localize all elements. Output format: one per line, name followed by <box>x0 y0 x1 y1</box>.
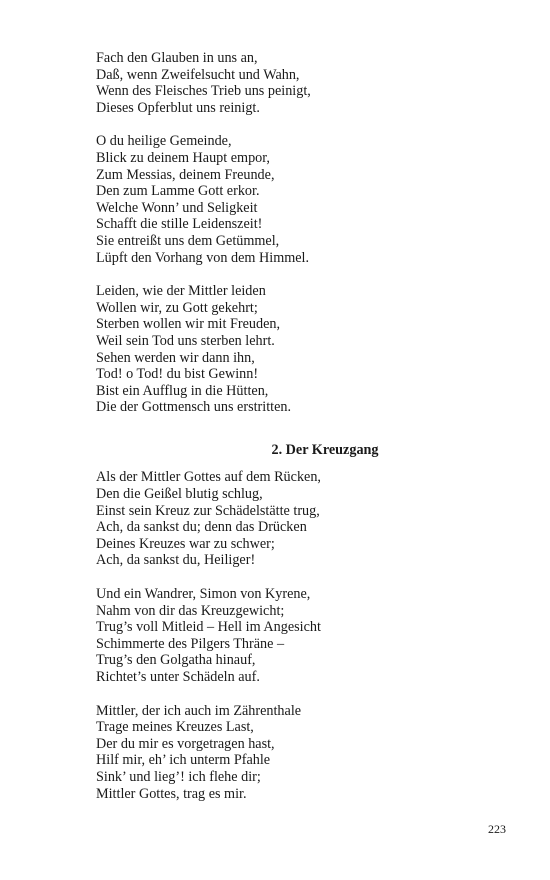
verse-line: Weil sein Tod uns sterben lehrt. <box>96 332 275 349</box>
verse-line: Tod! o Tod! du bist Gewinn! <box>96 366 259 383</box>
verse-line: Hilf mir, eh’ ich unterm Pfahle <box>96 752 271 769</box>
stanza <box>96 50 496 116</box>
verse-line: O du heilige Gemeinde, <box>96 133 232 150</box>
verse-line: Bist ein Aufflug in die Hütten, <box>96 382 269 399</box>
verse-line: Den zum Lamme Gott erkor. <box>96 183 260 200</box>
page-number: 223 <box>488 822 506 836</box>
verse-line: Trug’s den Golgatha hinauf, <box>96 652 256 669</box>
verse-line: Daß, wenn Zweifelsucht und Wahn, <box>96 66 300 83</box>
verse-line: Nahm von dir das Kreuzgewicht; <box>96 602 285 619</box>
verse-line: Trage meines Kreuzes Last, <box>96 719 254 736</box>
verse-line: Deines Kreuzes war zu schwer; <box>96 535 275 552</box>
verse-line: Welche Wonn’ und Seligkeit <box>96 199 258 216</box>
verse-line: Sink’ und lieg’! ich flehe dir; <box>96 768 261 785</box>
verse-line: Sehen werden wir dann ihn, <box>96 349 255 366</box>
verse-line: Fach den Glauben in uns an, <box>96 50 258 66</box>
verse-line: Schafft die stille Leidenszeit! <box>96 216 263 233</box>
section-poem-2 <box>96 469 496 802</box>
verse-line: Der du mir es vorgetragen hast, <box>96 735 275 752</box>
verse-line: Mittler, der ich auch im Zährenthale <box>96 702 302 719</box>
stanza <box>96 133 496 266</box>
verse-line: Trug’s voll Mitleid – Hell im Angesicht <box>96 619 321 636</box>
verse-line: Schimmerte des Pilgers Thräne – <box>96 635 285 652</box>
stanza <box>96 283 496 416</box>
verse-line: Ach, da sankst du; denn das Drücken <box>96 519 307 536</box>
verse-line: Lüpft den Vorhang von dem Himmel. <box>96 249 310 266</box>
verse-line: Mittler Gottes, trag es mir. <box>96 785 247 802</box>
verse-line: Dieses Opferblut uns reinigt. <box>96 99 260 116</box>
page-body <box>96 50 496 802</box>
stanza <box>96 703 496 803</box>
verse-line: Wollen wir, zu Gott gekehrt; <box>96 299 258 316</box>
stanza <box>96 586 496 686</box>
section-heading: 2. Der Kreuzgang <box>271 441 379 458</box>
verse-line: Leiden, wie der Mittler leiden <box>96 283 266 300</box>
verse-line: Und ein Wandrer, Simon von Kyrene, <box>96 586 311 603</box>
stanza <box>96 469 496 569</box>
verse-line: Einst sein Kreuz zur Schädelstätte trug, <box>96 502 320 519</box>
verse-line: Den die Geißel blutig schlug, <box>96 486 263 503</box>
verse-line: Wenn des Fleisches Trieb uns peinigt, <box>96 83 311 100</box>
verse-line: Sterben wollen wir mit Freuden, <box>96 316 281 333</box>
verse-line: Ach, da sankst du, Heiliger! <box>96 552 256 569</box>
verse-line: Zum Messias, deinem Freunde, <box>96 166 275 183</box>
verse-line: Als der Mittler Gottes auf dem Rücken, <box>96 469 321 486</box>
verse-line: Blick zu deinem Haupt empor, <box>96 149 270 166</box>
verse-line: Richtet’s unter Schädeln auf. <box>96 669 260 685</box>
verse-line: Sie entreißt uns dem Getümmel, <box>96 232 280 249</box>
verse-line: Die der Gottmensch uns erstritten. <box>96 399 292 416</box>
section-poem-1 <box>96 50 496 416</box>
